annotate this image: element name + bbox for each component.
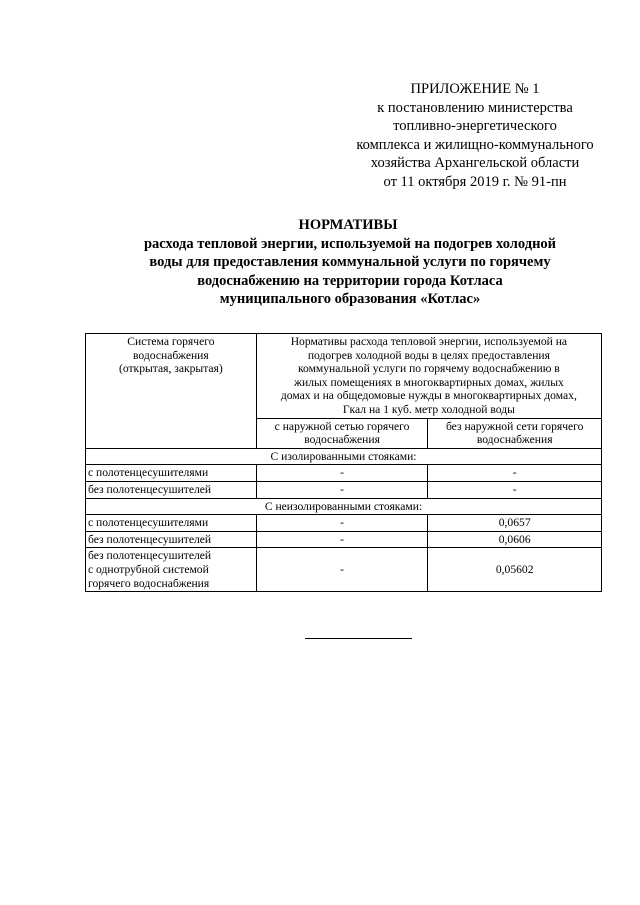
header-norms: Нормативы расхода тепловой энергии, используемой на подогрев холодной воды в целях предоставления коммунальной услуги по горячему водоснабжению в жилых помещениях в многоквартирных домах, жилых домах и на общедомовые нужды в многоквартирных домах, Гкал на 1 куб. метр холодной воды (256, 334, 601, 419)
norms-table (85, 333, 602, 592)
value-without-network: 0,05602 (428, 548, 602, 592)
section-title: С неизолированными стояками: (86, 498, 602, 515)
appendix-line: ПРИЛОЖЕНИЕ № 1 (410, 81, 540, 97)
row-label: с полотенцесушителями (86, 465, 257, 482)
table-header-row (86, 334, 602, 419)
value-without-network: 0,0606 (428, 531, 602, 548)
table-row (86, 515, 602, 532)
table-row (86, 465, 602, 482)
document-title (60, 216, 640, 309)
value-with-network: - (256, 515, 428, 532)
row-label: с полотенцесушителями (86, 515, 257, 532)
value-with-network: - (256, 548, 428, 592)
value-without-network: - (428, 481, 602, 498)
row-label: без полотенцесушителей с однотрубной системой горячего водоснабжения (86, 548, 257, 592)
value-without-network: - (428, 465, 602, 482)
value-with-network: - (256, 481, 428, 498)
appendix-block (330, 80, 620, 191)
subtitle-line: воды для предоставления коммунальной услуги по горячему (149, 254, 551, 270)
section-row (86, 448, 602, 465)
separator-line (305, 638, 412, 639)
header-without-network: без наружной сети горячего водоснабжения (428, 418, 602, 448)
main-title: НОРМАТИВЫ (298, 217, 398, 233)
header-with-network: с наружной сетью горячего водоснабжения (256, 418, 428, 448)
section-row (86, 498, 602, 515)
value-with-network: - (256, 465, 428, 482)
subtitle-line: муниципального образования «Котлас» (219, 291, 481, 307)
appendix-line: от 11 октября 2019 г. № 91-пн (383, 173, 567, 190)
section-title: С изолированными стояками: (86, 448, 602, 465)
value-with-network: - (256, 531, 428, 548)
appendix-line: хозяйства Архангельской области (370, 155, 580, 171)
value-without-network: 0,0657 (428, 515, 602, 532)
header-system: Система горячего водоснабжения (открытая, закрытая) (86, 334, 257, 449)
appendix-line: топливно-энергетического (393, 118, 557, 134)
row-label: без полотенцесушителей (86, 481, 257, 498)
row-label: без полотенцесушителей (86, 531, 257, 548)
subtitle-line: водоснабжению на территории города Котласа (197, 272, 503, 289)
subtitle-line: расхода тепловой энергии, используемой на подогрев холодной (143, 235, 557, 252)
table-row (86, 548, 602, 592)
appendix-line: к постановлению министерства (377, 99, 573, 116)
table-row (86, 481, 602, 498)
appendix-line: комплекса и жилищно-коммунального (356, 136, 594, 153)
table-row (86, 531, 602, 548)
